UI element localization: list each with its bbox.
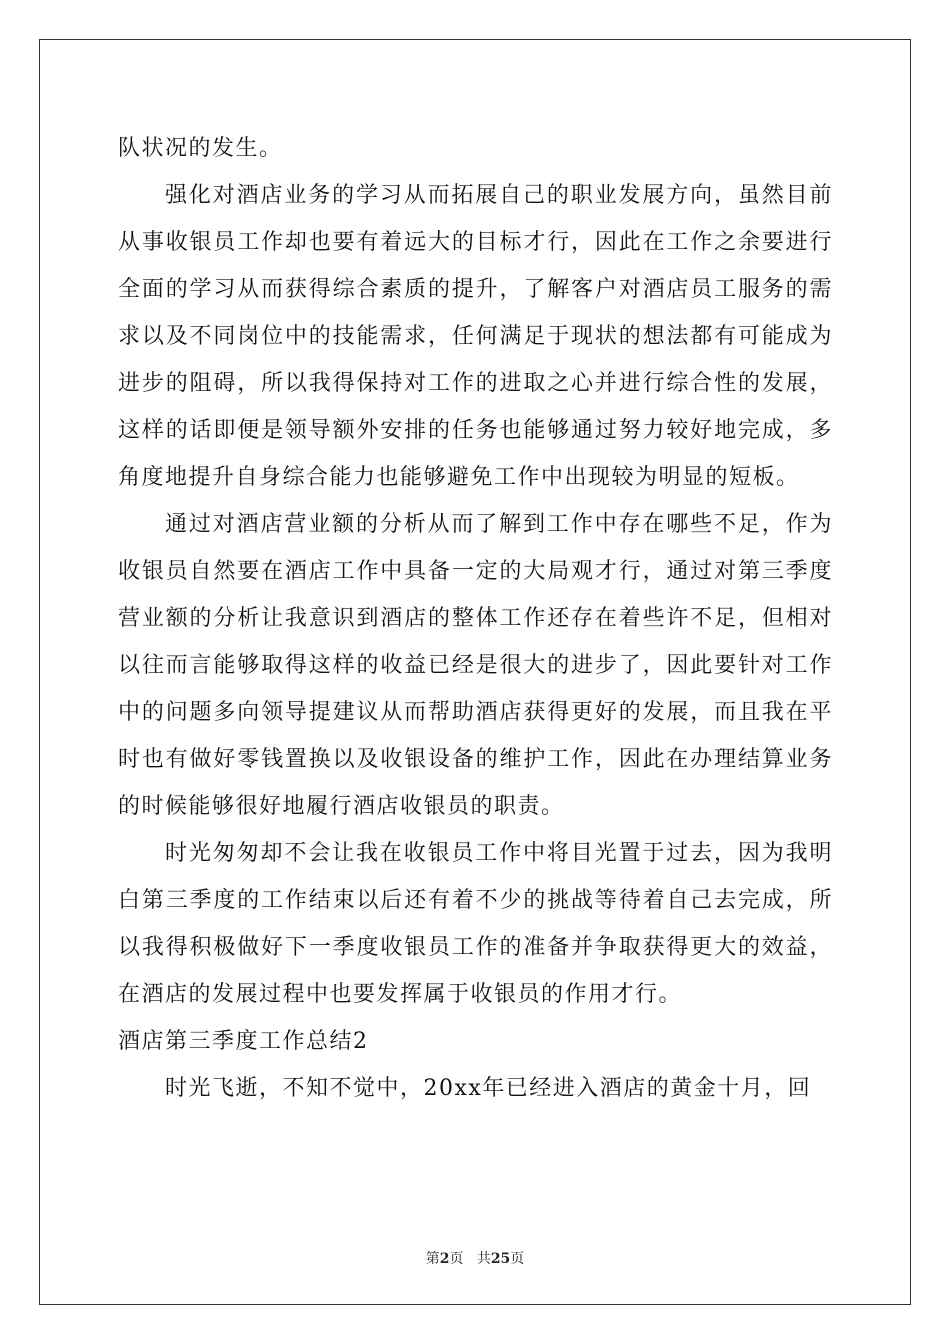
page-number: 2 xyxy=(439,1251,450,1267)
total-suffix: 页 xyxy=(510,1251,525,1267)
total-pages: 25 xyxy=(490,1251,511,1267)
section-heading: 酒店第三季度工作总结2 xyxy=(118,1029,369,1054)
paragraph-5: 时光飞逝，不知不觉中，20xx年已经进入酒店的黄金十月，回 xyxy=(165,1076,812,1101)
page-prefix: 第 xyxy=(425,1251,440,1267)
paragraph-1: 队状况的发生。 xyxy=(118,136,283,161)
total-prefix: 共 xyxy=(476,1251,491,1267)
paragraph-4: 时光匆匆却不会让我在收银员工作中将目光置于过去，因为我明白第三季度的工作结束以后还有着不少的挑战等待着自己去完成，所以我得积极做好下一季度收银员工作的准备并争取获得更大的效益，在酒店的发展过程中也要发挥属于收银员的作用才行。 xyxy=(118,841,833,1007)
document-body xyxy=(118,125,833,1112)
paragraph-3: 通过对酒店营业额的分析从而了解到工作中存在哪些不足，作为收银员自然要在酒店工作中具备一定的大局观才行，通过对第三季度营业额的分析让我意识到酒店的整体工作还存在着些许不足，但相对以往而言能够取得这样的收益已经是很大的进步了，因此要针对工作中的问题多向领导提建议从而帮助酒店获得更好的发展，而且我在平时也有做好零钱置换以及收银设备的维护工作，因此在办理结算业务的时候能够很好地履行酒店收银员的职责。 xyxy=(118,512,833,819)
page-suffix: 页 xyxy=(449,1251,464,1267)
page-footer xyxy=(0,1248,950,1268)
paragraph-2: 强化对酒店业务的学习从而拓展自己的职业发展方向，虽然目前从事收银员工作却也要有着远大的目标才行，因此在工作之余要进行全面的学习从而获得综合素质的提升，了解客户对酒店员工服务的需求以及不同岗位中的技能需求，任何满足于现状的想法都有可能成为进步的阻碍，所以我得保持对工作的进取之心并进行综合性的发展，这样的话即便是领导额外安排的任务也能够通过努力较好地完成，多角度地提升自身综合能力也能够避免工作中出现较为明显的短板。 xyxy=(118,183,833,490)
